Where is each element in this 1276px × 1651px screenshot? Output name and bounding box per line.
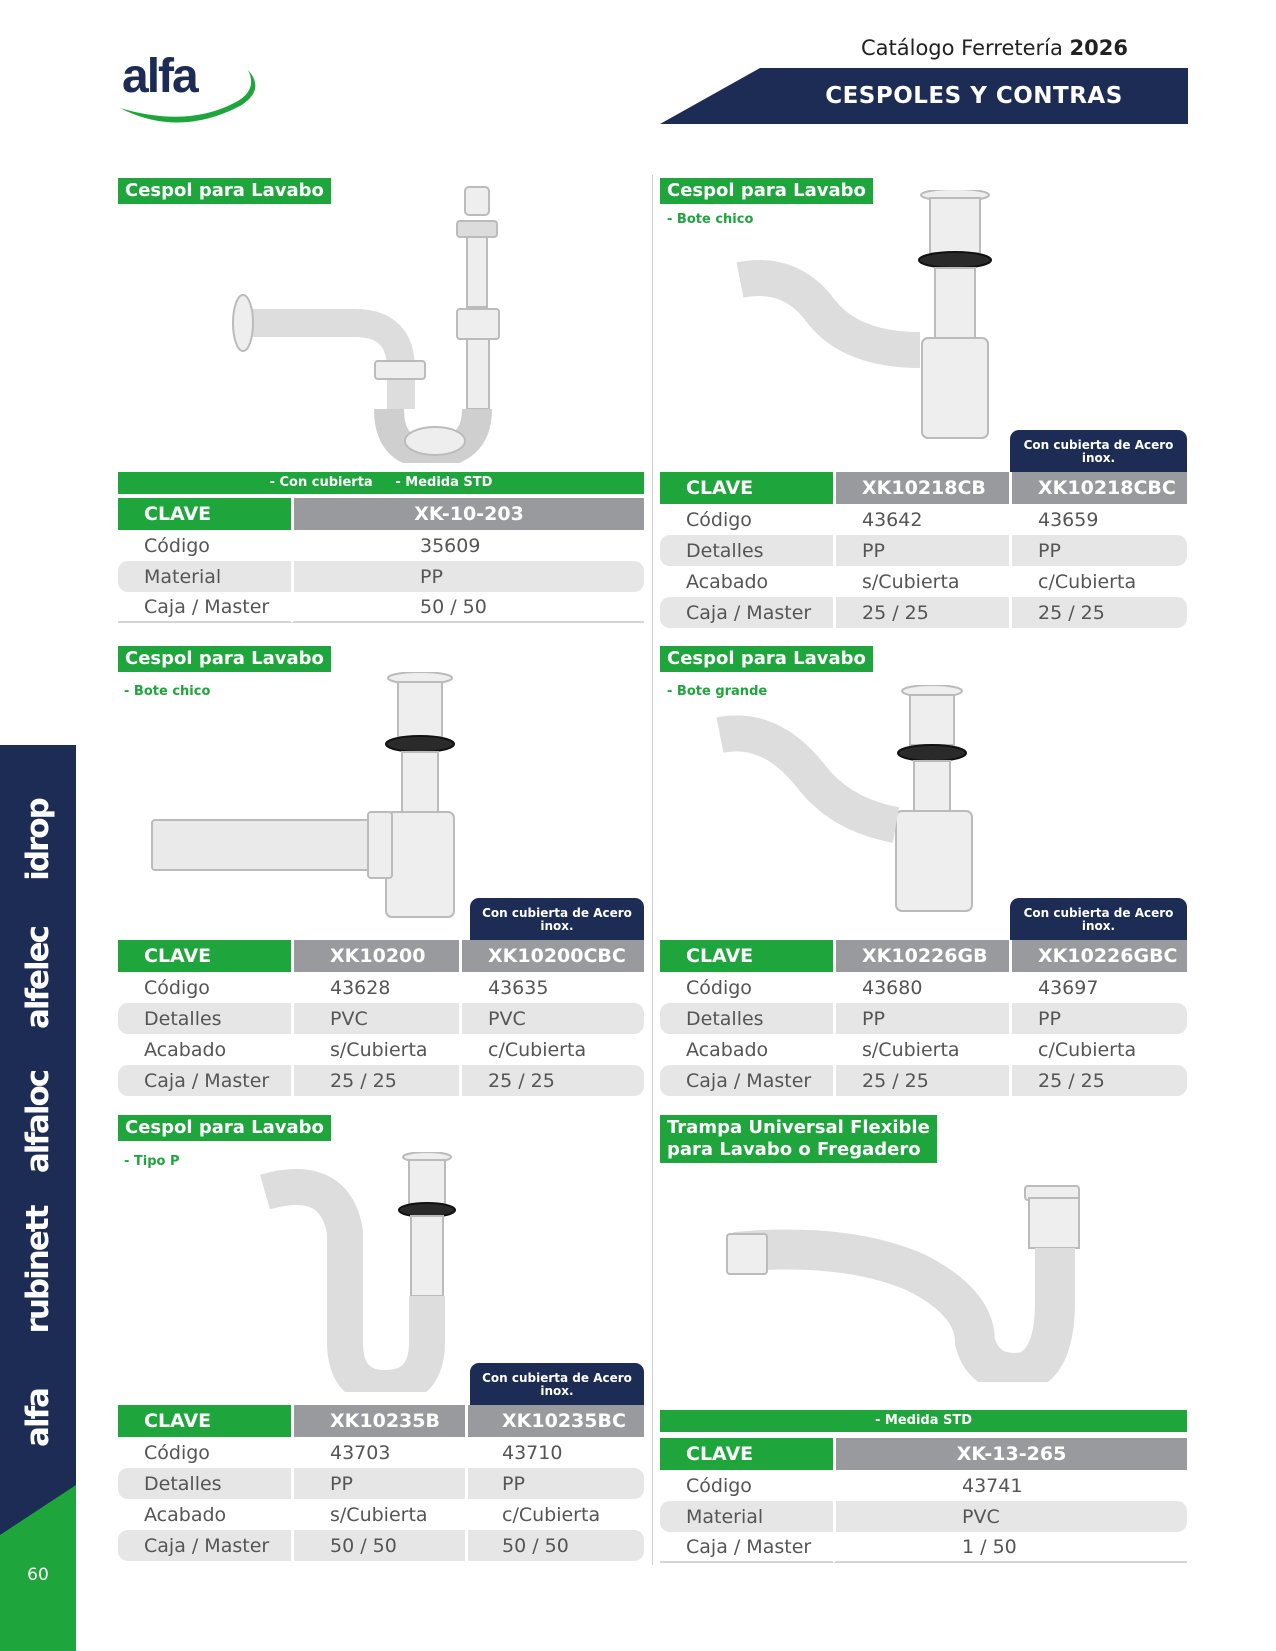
row-value: 43741 — [833, 1470, 1187, 1501]
row-value: 43642 — [833, 504, 1009, 535]
product-title: Cespol para Lavabo — [660, 178, 873, 204]
row-value: s/Cubierta — [291, 1499, 465, 1530]
row-value: PVC — [459, 1003, 644, 1034]
row-value: c/Cubierta — [1009, 566, 1187, 597]
row-label: Acabado — [144, 1503, 227, 1526]
steel-cover-badge: Con cubierta de Acero inox. — [470, 1363, 644, 1405]
row-value: 43680 — [833, 972, 1009, 1003]
header-clave: CLAVE — [118, 498, 291, 530]
row-label: Caja / Master — [660, 1065, 833, 1096]
row-value: 35609 — [291, 530, 644, 561]
row-label: Caja / Master — [660, 597, 833, 628]
row-value: 43703 — [291, 1437, 465, 1468]
spec-table — [660, 1438, 1187, 1563]
row-label: Código — [686, 976, 752, 999]
alfa-logo — [118, 40, 268, 130]
product-image-p-trap — [225, 183, 520, 463]
header-clave: CLAVE — [660, 1438, 833, 1470]
steel-cover-badge: Con cubierta de Acero inox. — [1010, 898, 1187, 940]
row-value: 25 / 25 — [459, 1065, 644, 1096]
row-value: 25 / 25 — [1009, 1065, 1187, 1096]
steel-cover-badge: Con cubierta de Acero inox. — [470, 898, 644, 940]
spec-table — [660, 940, 1187, 1096]
brand-sidebar — [0, 745, 76, 1651]
product-title — [660, 1115, 937, 1163]
product-title: Cespol para Lavabo — [118, 646, 331, 672]
header-code: XK10235B — [291, 1405, 465, 1437]
row-value: PP — [291, 1468, 465, 1499]
page-number: 60 — [27, 1565, 49, 1585]
catalog-label: Catálogo Ferretería — [860, 36, 1063, 60]
row-value: 43628 — [291, 972, 459, 1003]
brand-alfa: alfa — [20, 1389, 56, 1447]
row-value: PP — [1009, 535, 1187, 566]
brand-alfelec: alfelec — [20, 926, 56, 1030]
row-value: 1 / 50 — [833, 1532, 1187, 1563]
brand-rubinett: rubinett — [20, 1206, 56, 1334]
section-title: CESPOLES Y CONTRAS — [825, 83, 1123, 109]
spec-table — [118, 1405, 644, 1561]
row-value: PP — [465, 1468, 644, 1499]
row-label: Código — [686, 1474, 752, 1497]
row-label: Caja / Master — [118, 1065, 291, 1096]
spec-table — [118, 498, 644, 623]
product-image-flexible-p-trap — [255, 1152, 460, 1392]
header-code: XK10200 — [291, 940, 459, 972]
catalog-year: 2026 — [1069, 36, 1128, 60]
product-subtitle: - Tipo P — [124, 1154, 180, 1169]
header-code: XK10226GBC — [1009, 940, 1187, 972]
header-code: XK10226GB — [833, 940, 1009, 972]
product-image-bottle-trap — [730, 190, 1000, 445]
row-label: Caja / Master — [660, 1532, 833, 1563]
header-code: XK10218CB — [833, 472, 1009, 504]
row-value: 50 / 50 — [291, 1530, 465, 1561]
row-label: Código — [144, 976, 210, 999]
row-label: Detalles — [118, 1003, 291, 1034]
product-subtitle: - Bote chico — [667, 212, 754, 227]
product-subtitle: - Bote chico — [124, 684, 211, 699]
header-clave: CLAVE — [660, 940, 833, 972]
row-value: s/Cubierta — [291, 1034, 459, 1065]
header-code: XK10218CBC — [1009, 472, 1187, 504]
catalog-title — [861, 36, 1128, 60]
product-subtitle: - Bote grande — [667, 684, 768, 699]
row-value: 25 / 25 — [833, 1065, 1009, 1096]
features-bar: - Medida STD — [660, 1410, 1187, 1432]
row-label: Acabado — [686, 570, 769, 593]
steel-cover-badge: Con cubierta de Acero inox. — [1010, 430, 1187, 472]
row-label: Acabado — [686, 1038, 769, 1061]
row-label: Material — [118, 561, 291, 592]
row-value: 25 / 25 — [833, 597, 1009, 628]
row-value: 43659 — [1009, 504, 1187, 535]
header-clave: CLAVE — [118, 940, 291, 972]
product-title-line: Trampa Universal Flexible — [667, 1117, 930, 1138]
row-label: Detalles — [118, 1468, 291, 1499]
spec-table — [118, 940, 644, 1096]
row-value: 25 / 25 — [291, 1065, 459, 1096]
product-image-universal-trap — [725, 1182, 1090, 1382]
row-value: 43697 — [1009, 972, 1187, 1003]
row-value: c/Cubierta — [465, 1499, 644, 1530]
brand-idrop: idrop — [20, 799, 56, 881]
header-code: XK10200CBC — [459, 940, 644, 972]
header-clave: CLAVE — [660, 472, 833, 504]
row-value: PP — [833, 1003, 1009, 1034]
row-value: 50 / 50 — [465, 1530, 644, 1561]
header-code: XK-13-265 — [833, 1438, 1187, 1470]
brand-alfaloc: alfaloc — [20, 1070, 56, 1174]
header-code: XK10235BC — [465, 1405, 644, 1437]
svg-text:alfa: alfa — [122, 50, 197, 103]
row-value: c/Cubierta — [459, 1034, 644, 1065]
features-bar: - Con cubierta - Medida STD — [118, 472, 644, 494]
row-label: Código — [144, 534, 210, 557]
row-value: PP — [291, 561, 644, 592]
row-value: PP — [833, 535, 1009, 566]
row-label: Acabado — [144, 1038, 227, 1061]
product-image-bottle-trap-straight — [150, 672, 455, 922]
header-code: XK-10-203 — [291, 498, 644, 530]
row-value: c/Cubierta — [1009, 1034, 1187, 1065]
row-value: 25 / 25 — [1009, 597, 1187, 628]
product-title: Cespol para Lavabo — [118, 1115, 331, 1141]
row-label: Caja / Master — [118, 592, 291, 623]
product-title-line: para Lavabo o Fregadero — [667, 1139, 921, 1160]
product-image-bottle-trap-large — [710, 685, 1000, 915]
row-label: Código — [144, 1441, 210, 1464]
row-value: 43635 — [459, 972, 644, 1003]
product-title: Cespol para Lavabo — [660, 646, 873, 672]
row-value: PVC — [833, 1501, 1187, 1532]
column-divider — [652, 175, 653, 1565]
row-label: Código — [686, 508, 752, 531]
row-value: s/Cubierta — [833, 1034, 1009, 1065]
row-value: s/Cubierta — [833, 566, 1009, 597]
row-value: PVC — [291, 1003, 459, 1034]
product-title: Cespol para Lavabo — [118, 178, 331, 204]
row-label: Material — [660, 1501, 833, 1532]
row-label: Detalles — [660, 535, 833, 566]
row-value: PP — [1009, 1003, 1187, 1034]
row-value: 43710 — [465, 1437, 644, 1468]
row-label: Detalles — [660, 1003, 833, 1034]
row-value: 50 / 50 — [291, 592, 644, 623]
header-clave: CLAVE — [118, 1405, 291, 1437]
row-label: Caja / Master — [118, 1530, 291, 1561]
spec-table — [660, 472, 1187, 628]
